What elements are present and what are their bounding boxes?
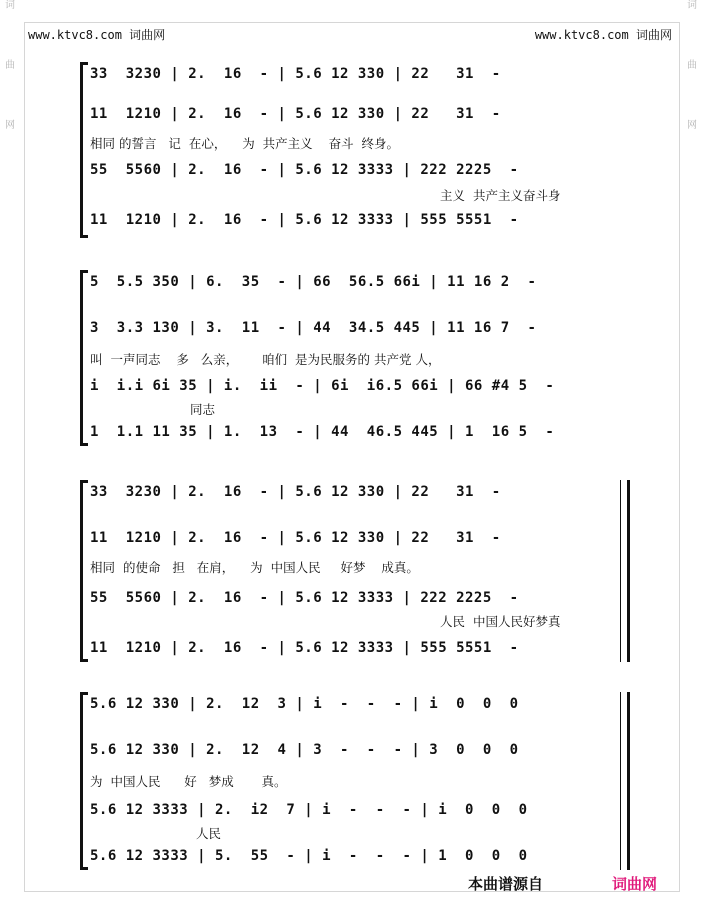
system-4-part-4: 5.6 12 3333 | 5. 55 - | i - - - | 1 0 0 0 [90,848,528,864]
system-3-repeat-end [620,480,630,662]
system-2-sub-lyric: 同志 [190,402,216,417]
footer-source-text: 本曲谱源自 [468,875,544,893]
system-1-lyric: 相同 的誓言 记 在心， 为 共产主义 奋斗 终身。 [90,136,400,151]
header-right-url[interactable]: www.ktvc8.com [534,28,629,42]
system-4-part-2: 5.6 12 330 | 2. 12 4 | 3 - - - | 3 0 0 0 [90,742,519,758]
system-3-part-4: 11 1210 | 2. 16 - | 5.6 12 3333 | 555 5551 - [90,640,519,656]
system-3-lyric: 相同 的使命 担 在肩， 为 中国人民 好梦 成真。 [90,560,419,575]
system-2-part-3: i i.i 6i 35 | i. ii - | 6i i6.5 66i | 66 #4 5 - [90,378,555,394]
left-watermark: 词 曲 网 [5,0,15,131]
system-2-part-2: 3 3.3 130 | 3. 11 - | 44 34.5 445 | 11 16 7 - [90,320,537,336]
system-4-sub-lyric: 人民 [196,826,222,841]
system-3-part-2: 11 1210 | 2. 16 - | 5.6 12 330 | 22 31 - [90,530,501,546]
system-1-part-4: 11 1210 | 2. 16 - | 5.6 12 3333 | 555 5551 - [90,212,519,228]
system-2-bracket [80,270,83,446]
system-4-lyric: 为 中国人民 好 梦成 真。 [90,774,287,789]
system-4-part-3: 5.6 12 3333 | 2. i2 7 | i - - - | i 0 0 0 [90,802,528,818]
system-3-part-3: 55 5560 | 2. 16 - | 5.6 12 3333 | 222 2225 - [90,590,519,606]
system-3-bracket [80,480,83,662]
right-watermark: 词 曲 网 [687,0,697,131]
system-3-sub-lyric: 人民 中国人民好梦真 [440,614,561,629]
header-left-site: 词曲网 [129,28,166,42]
system-2-part-4: 1 1.1 11 35 | 1. 13 - | 44 46.5 445 | 1 16 5 - [90,424,555,440]
system-1-part-1: 33 3230 | 2. 16 - | 5.6 12 330 | 22 31 - [90,66,501,82]
system-2-part-1: 5 5.5 350 | 6. 35 - | 66 56.5 66i | 11 16 2 - [90,274,537,290]
footer-source-site[interactable]: 词曲网 [612,875,658,893]
system-1-bracket [80,62,83,238]
header-left-url[interactable]: www.ktvc8.com [28,28,122,42]
header-left [28,26,165,43]
header-right [535,26,672,43]
system-4-bracket [80,692,83,870]
system-3-part-1: 33 3230 | 2. 16 - | 5.6 12 330 | 22 31 - [90,484,501,500]
header-right-site: 词曲网 [635,28,672,42]
system-1-part-3: 55 5560 | 2. 16 - | 5.6 12 3333 | 222 2225 - [90,162,519,178]
system-4-part-1: 5.6 12 330 | 2. 12 3 | i - - - | i 0 0 0 [90,696,519,712]
system-4-final-barline [620,692,630,870]
system-1-sub-lyric: 主义 共产主义奋斗身 [440,188,561,203]
system-2-lyric: 叫 一声同志 多 么亲， 咱们 是为民服务的 共产党 人， [90,352,441,367]
system-1-part-2: 11 1210 | 2. 16 - | 5.6 12 330 | 22 31 - [90,106,501,122]
